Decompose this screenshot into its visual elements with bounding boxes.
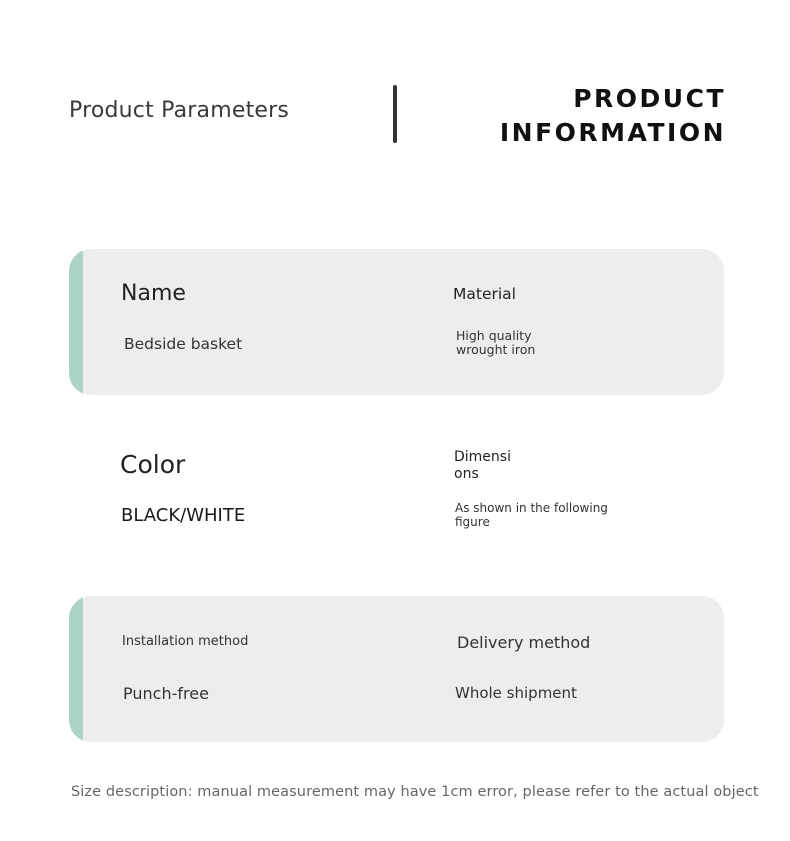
material-value-line-2: wrought iron [456,342,536,357]
installation-method-label: Installation method [122,634,249,649]
parameter-card-name-material [69,249,724,395]
name-label: Name [121,281,186,306]
color-label: Color [120,450,186,479]
dimensions-label-line-1: Dimensi [454,449,511,465]
material-label: Material [453,285,516,303]
dimensions-label-line-2: ons [454,466,479,482]
card-accent-bar [69,596,83,742]
size-description-note: Size description: manual measurement may have 1cm error, please refer to the actual object [71,784,759,800]
dimensions-value-line-2: figure [455,514,490,529]
product-information-heading [500,82,726,150]
color-value: BLACK/WHITE [121,505,246,526]
material-value [456,329,535,357]
installation-method-value: Punch-free [123,684,209,703]
dimensions-label [454,449,511,483]
product-parameters-title: Product Parameters [69,98,290,123]
product-information-line-1: PRODUCT [573,84,726,113]
delivery-method-value: Whole shipment [455,684,577,702]
dimensions-value-line-1: As shown in the following [455,501,608,515]
name-value: Bedside basket [124,335,243,353]
dimensions-value [455,502,608,529]
parameter-card-installation-delivery [69,596,724,742]
header-divider [393,85,397,143]
product-information-line-2: INFORMATION [499,118,726,147]
material-value-line-1: High quality [456,328,532,343]
card-accent-bar [69,249,83,395]
delivery-method-label: Delivery method [457,633,591,652]
